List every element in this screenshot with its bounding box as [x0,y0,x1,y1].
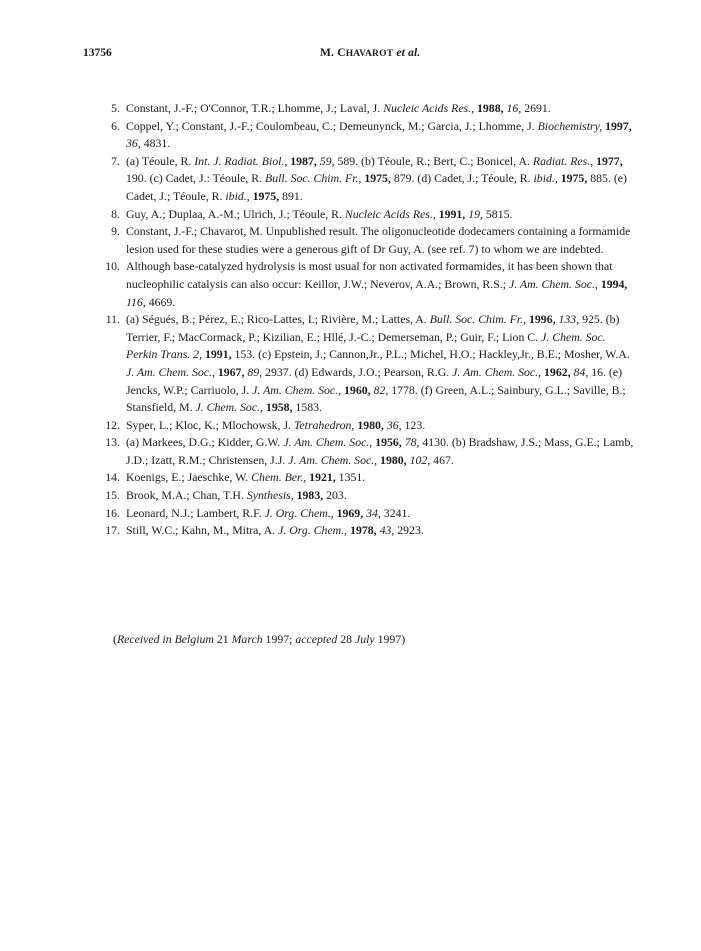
reference-journal: 116, [126,294,146,309]
reference-year: 1991, [204,347,232,362]
reference-segment: 4831. [140,136,171,151]
reference-segment: (a) Téoule, R. [126,153,195,168]
reference-segment: 5815. [482,206,513,221]
running-head [320,47,421,59]
reference-year: 1987, [290,153,317,168]
reference-segment: 467. [430,452,454,467]
reference-text [126,100,636,118]
reference-item [96,206,636,224]
reference-number: 13. [105,435,120,450]
reference-item [96,522,636,540]
reference-segment: Syper, L.; Kloc, K.; Mlochowsk, J. [126,417,294,432]
reference-segment: 3241. [380,505,411,520]
reference-journal: Nucleic Acids Res., [344,206,436,221]
reference-journal: Nucleic Acids Res., [383,101,475,115]
reference-segment: 1583. [292,400,322,415]
reference-text [126,258,636,311]
reference-segment: Koenigs, E.; Jaeschke, W. [126,470,252,485]
reference-segment: 16. (e) Jencks, W.P.; Carriuolo, J. [126,364,623,397]
reference-journal: J. Am. Chem. Soc., [288,452,378,467]
reference-year: 1980, [357,417,384,432]
reference-journal: 36, [386,417,402,432]
reference-journal: J. Org. Chem., [264,505,334,520]
reference-number: 11. [105,312,120,327]
reference-year: 1977, [596,153,623,168]
reference-segment: Coppel, Y.; Constant, J.-F.; Coulombeau, C.; Demeunynck, M.; Garcia, J.; Lhomme, J. [126,118,538,133]
reference-year: 1975, [364,171,391,186]
reference-journal: J. Chem. Soc. Perkin Trans. 2, [126,329,606,362]
reference-number: 7. [111,153,120,168]
received-open-paren: ( [113,632,117,646]
reference-journal: 84, [573,364,589,379]
reference-segment: 1778. (f) Green, A.L.; Sainbury, G.L.; Saville, B.; Stansfield, M. [126,382,626,415]
reference-journal: J. Am. Chem. Soc., [508,276,598,291]
reference-number: 15. [105,488,120,503]
reference-segment: 123. [401,417,426,432]
reference-number: 8. [111,206,120,221]
reference-year: 1980, [380,452,407,467]
reference-number: 16. [105,505,120,520]
reference-journal: J. Am. Chem. Soc., [252,382,342,397]
reference-item [96,153,636,206]
reference-journal: J. Am. Chem. Soc., [283,435,373,450]
reference-text [126,487,636,505]
reference-segment: Brook, M.A.; Chan, T.H. [126,488,247,503]
reference-text [126,434,636,469]
reference-journal: Biochemistry, [537,118,603,133]
reference-segment: Leonard, N.J.; Lambert, R.F. [126,505,265,520]
reference-segment: 153. (c) Epstein, J.; Cannon,Jr., P.L.; Michel, H.O.; Hackley,Jr., B.E.; Mosher, W.A. [231,347,630,362]
reference-text [126,522,636,540]
reference-number: 5. [111,101,120,115]
reference-segment: 4130. (b) Bradshaw, J.S.; Mass, G.E.; Lamb, J.D.; Izatt, R.M.; Christensen, J.J. [126,435,634,467]
reference-journal: Bull. Soc. Chim. Fr., [265,171,362,186]
reference-journal: J. Am. Chem. Soc., [126,364,215,379]
reference-segment: 2691. [521,101,551,115]
reference-journal: Int. J. Radiat. Biol., [194,153,288,168]
reference-item [96,469,636,487]
reference-journal: ibid., [225,188,250,203]
reference-journal: 133, [558,312,580,327]
reference-journal: 78, [404,435,420,450]
reference-text [126,206,636,224]
reference-year: 1997, [605,118,632,133]
reference-journal: 36, [126,136,141,151]
reference-segment: 589. (b) Téoule, R.; Bert, C.; Bonicel, A. [334,153,533,168]
reference-year: 1967, [217,364,245,379]
accepted-year: 1997) [374,632,406,646]
reference-year: 1958, [265,400,293,415]
reference-text [126,505,636,523]
reference-item [96,258,636,311]
reference-list [96,100,636,540]
reference-year: 1921, [309,470,336,485]
accepted-label: accepted [295,632,338,646]
reference-segment: 203. [323,488,347,503]
received-year: 1997; [262,632,296,646]
reference-year: 1996, [529,312,556,327]
reference-journal: Bull. Soc. Chim. Fr., [429,312,527,327]
reference-year: 1994, [600,276,628,291]
received-in-label: Received in Belgium [116,632,214,646]
reference-year: 1956, [375,435,402,450]
reference-segment: Guy, A.; Duplaa, A.-M.; Ulrich, J.; Téoule, R. [126,206,345,221]
reference-segment: 885. (e) Cadet, J.; Téoule, R. [126,171,627,203]
reference-year: 1975, [560,171,588,186]
reference-segment: Still, W.C.; Kahn, M., Mitra, A. [126,523,279,538]
reference-text [126,118,636,153]
reference-journal: 82, [373,382,389,397]
reference-number: 12. [105,417,120,432]
reference-journal: ibid., [533,171,558,186]
reference-journal: Tetrahedron, [293,417,355,432]
reference-journal: 34, [366,505,381,520]
reference-item [96,487,636,505]
reference-text [126,311,636,417]
reference-journal: J. Org. Chem., [278,523,348,538]
reference-segment: Constant, J.-F.; Chavarot, M. Unpublished result. The oligonucleotide dodecamers containing a formamide lesion used for these studies were a generous gift of Dr Guy, A. (see ref. 7) to whom we are indebted. [126,224,631,256]
reference-segment: 2923. [394,523,424,538]
reference-journal: 89, [247,364,263,379]
reference-segment: 925. (b) Terrier, F.; MacCormack, P.; Kizilian, E.; Hllé, J.-C.; Demerseman, P.; Guir, F.; Lion C. [126,312,620,344]
accepted-month: July [355,632,375,646]
reference-journal: 19, [468,206,483,221]
reference-segment: 4669. [145,294,176,309]
reference-item [96,434,636,469]
reference-segment: 1351. [335,470,366,485]
reference-journal: 102, [409,452,431,467]
received-date: 21 [213,632,232,646]
reference-text [126,469,636,487]
reference-journal: Radiat. Res., [532,153,594,168]
reference-journal: 43, [379,523,395,538]
running-head-et-al: et al. [396,47,421,59]
reference-number: 6. [111,118,120,133]
reference-year: 1983, [296,488,324,503]
reference-segment: Constant, J.-F.; O'Connor, T.R.; Lhomme, J.; Laval, J. [126,101,384,115]
reference-year: 1962, [544,364,571,379]
reference-item [96,311,636,417]
accepted-date: 28 [337,632,356,646]
received-month: March [231,632,263,646]
reference-item [96,100,636,118]
reference-segment: 879. (d) Cadet, J.; Téoule, R. [390,171,534,186]
reference-text [126,153,636,206]
reference-journal: 16, [506,101,522,115]
reference-year: 1975, [252,188,280,203]
reference-year: 1969, [336,505,364,520]
running-head-author-smallcaps: HAVAROT [345,49,394,59]
reference-year: 1960, [344,382,371,397]
reference-journal: Chem. Ber., [251,470,307,485]
received-note [113,632,405,647]
reference-item [96,223,636,258]
reference-segment: (a) Ségués, B.; Pérez, E.; Rico-Lattes, I.; Rivière, M.; Lattes, A. [126,312,430,327]
running-head-author: M. C [320,47,346,59]
page-number: 13756 [83,47,112,59]
reference-number: 17. [105,523,120,538]
reference-number: 9. [111,224,120,239]
reference-segment: 190. (c) Cadet, J.: Téoule, R. [126,171,266,186]
reference-text [126,417,636,435]
reference-year: 1988, [477,101,504,115]
reference-segment: (a) Markees, D.G.; Kidder, G.W. [126,435,284,450]
reference-year: 1991, [438,206,466,221]
reference-item [96,118,636,153]
reference-segment: Although base-catalyzed hydrolysis is most usual for non activated formamides, it has been shown that nucleophilic catalysis can also occur: Keillor, J.W.; Neverov, A.A.; Brown, R.S.; [126,259,613,291]
reference-segment: 891. [279,188,303,203]
reference-number: 10. [105,259,120,274]
reference-journal: J. Chem. Soc., [195,400,263,415]
reference-journal: Synthesis, [246,488,294,503]
reference-journal: 59, [319,153,335,168]
reference-journal: J. Am. Chem. Soc., [452,364,542,379]
reference-number: 14. [105,470,120,485]
reference-item [96,417,636,435]
reference-item [96,505,636,523]
reference-year: 1978, [350,523,377,538]
reference-segment: 2937. (d) Edwards, J.O.; Pearson, R.G. [262,364,453,379]
reference-text [126,223,636,258]
